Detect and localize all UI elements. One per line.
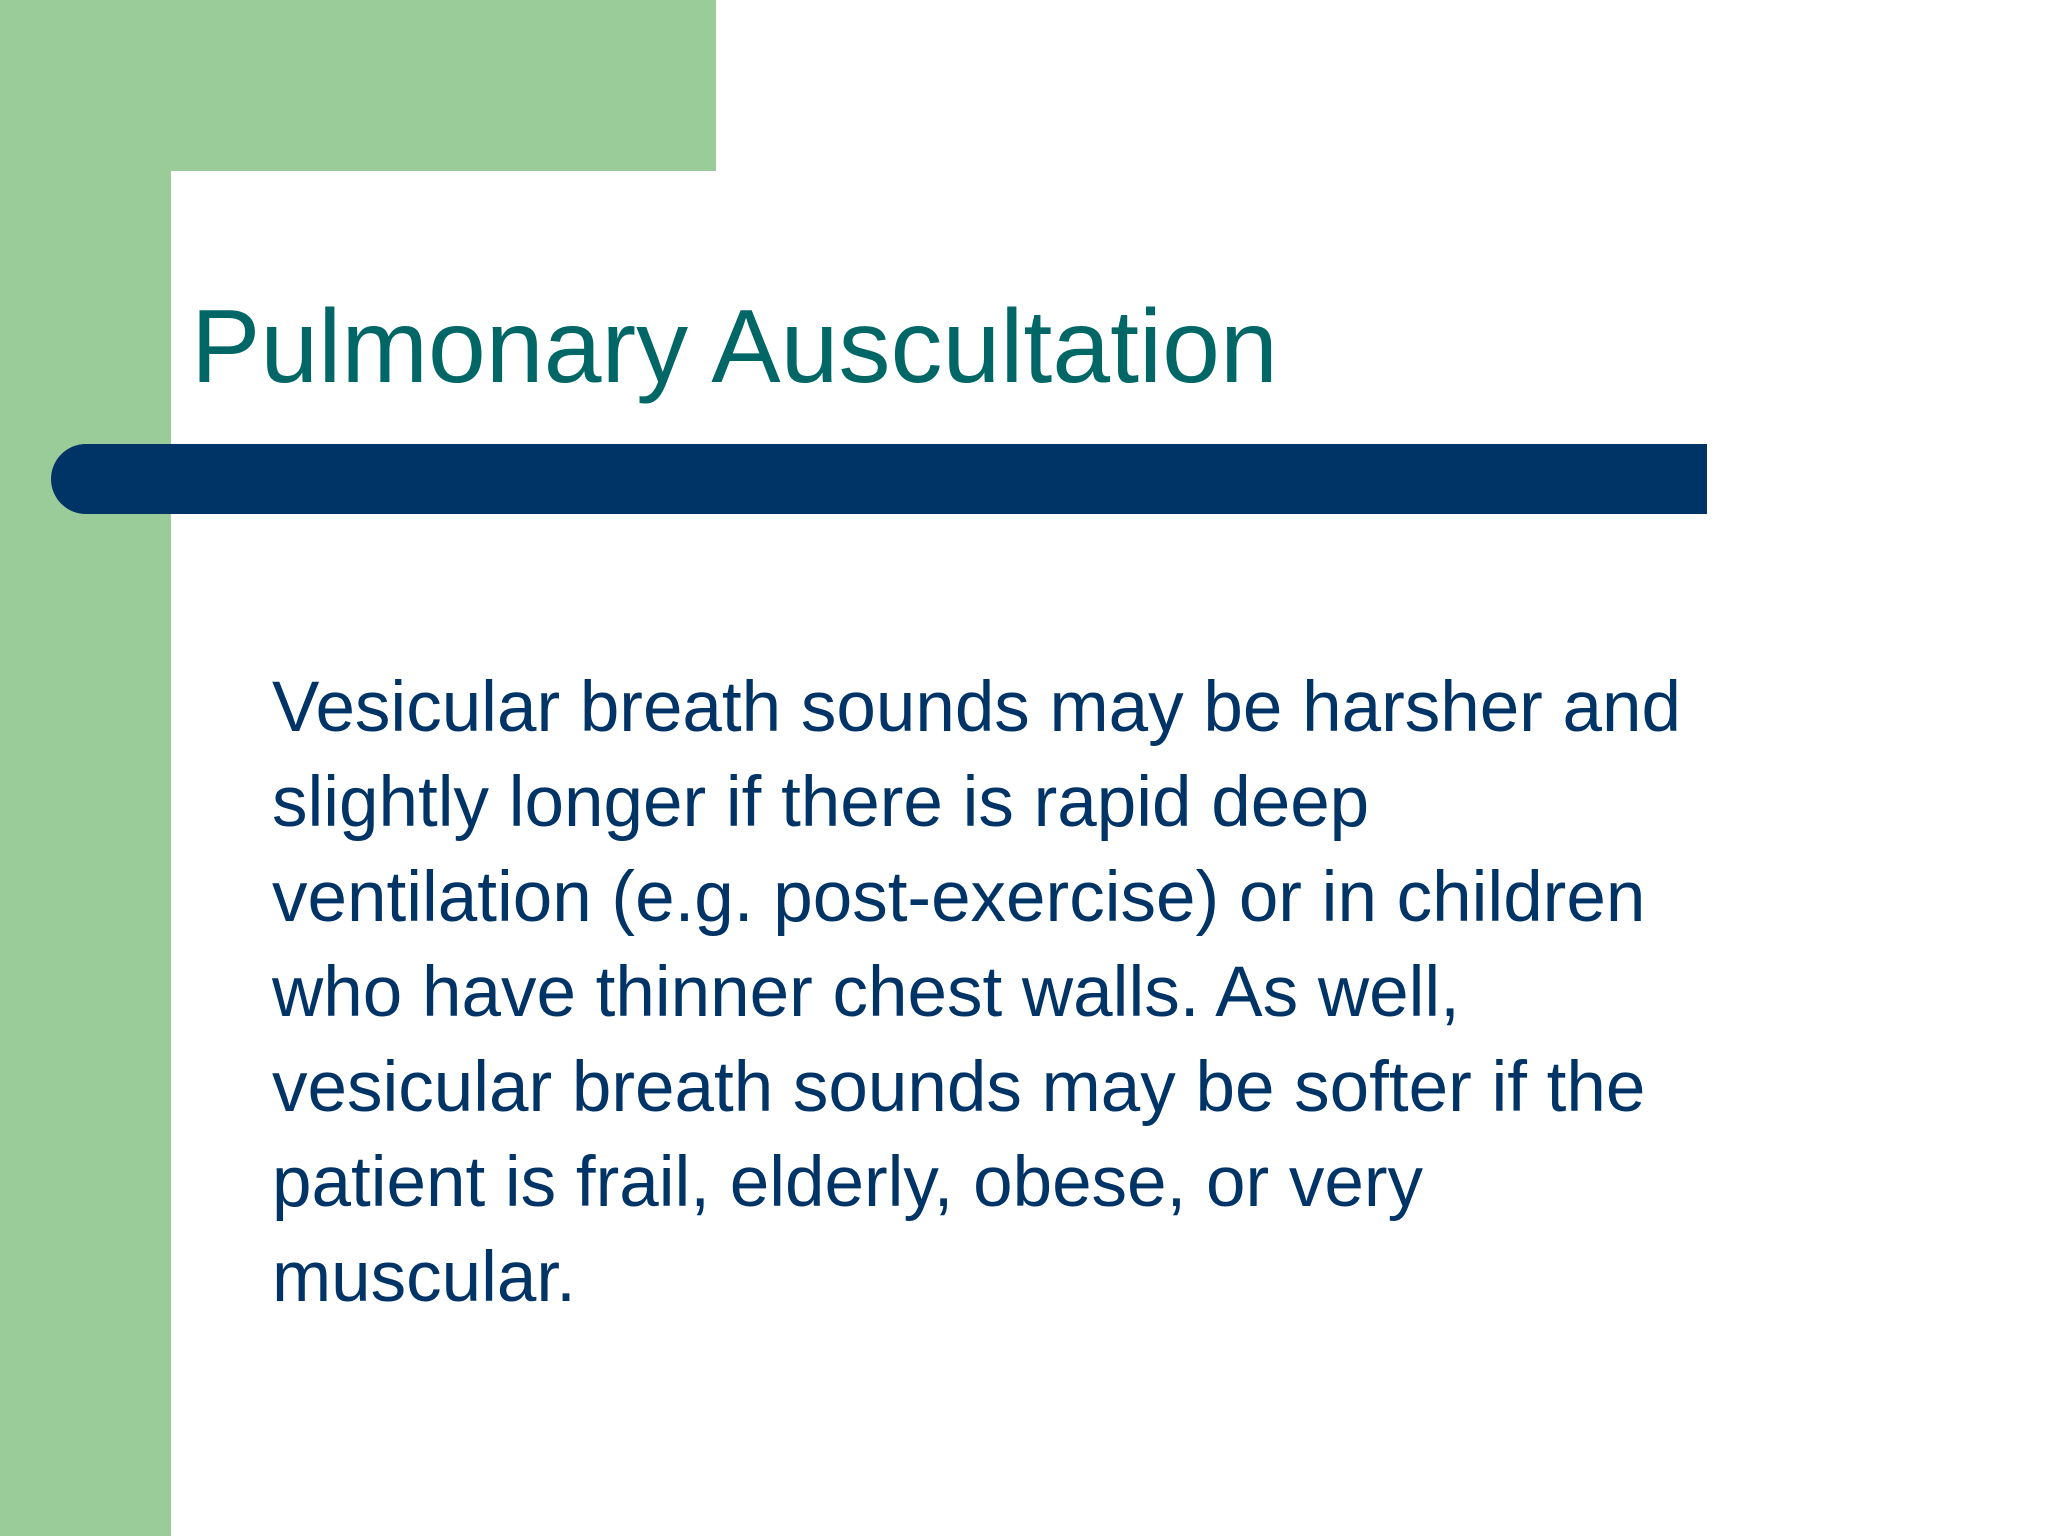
body-line: Vesicular breath sounds may be harsher and bbox=[272, 668, 1682, 747]
body-line: muscular. bbox=[272, 1238, 576, 1317]
body-line: ventilation (e.g. post-exercise) or in children bbox=[272, 858, 1646, 937]
body-line: patient is frail, elderly, obese, or very bbox=[272, 1143, 1423, 1222]
body-line: who have thinner chest walls. As well, bbox=[272, 953, 1460, 1032]
body-paragraph bbox=[272, 660, 1914, 1325]
title-underline-bar bbox=[51, 444, 1707, 514]
decorative-green-side-strip bbox=[0, 0, 171, 1536]
body-line: slightly longer if there is rapid deep bbox=[272, 763, 1370, 842]
slide-title: Pulmonary Auscultation bbox=[191, 289, 1278, 405]
body-line: vesicular breath sounds may be softer if the bbox=[272, 1048, 1646, 1127]
